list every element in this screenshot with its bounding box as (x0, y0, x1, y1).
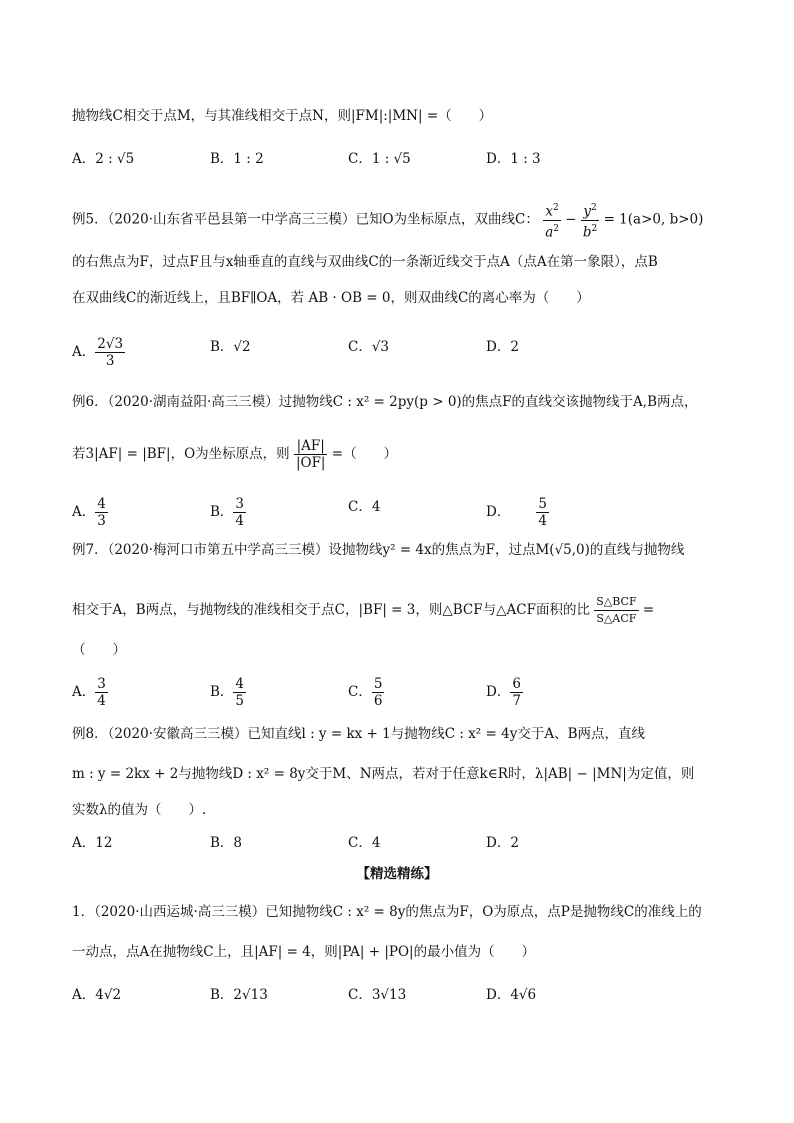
example-8-line-2: m : y = 2kx + 2与抛物线D : x² = 8y交于M、N两点，若对于任意k∈R时，λ|AB| − |MN|为定值，则 (72, 766, 695, 782)
example-7-line-3: （ ） (72, 642, 126, 658)
option-b: B．√2 (210, 339, 251, 355)
fraction: $\frac{6}{7}$ (512, 676, 521, 709)
option-a: A． $\frac{4}{3}$ (72, 496, 106, 529)
example-5-line-2: 的右焦点为F，过点F且与x轴垂直的直线与双曲线C的一条渐近线交于点A（点A在第一象限），点B (72, 254, 658, 270)
practice-1-line-1: 1．（2020·山西运城·高三三模）已知抛物线C : x² = 8y的焦点为F，O为原点，点P是抛物线C的准线上的 (72, 904, 702, 920)
fraction-af-of: $\frac{|AF|}{|OF|}$ (295, 438, 326, 471)
question-4-stem-continuation: 抛物线C相交于点M，与其准线相交于点N，则|FM|:|MN| =（ ） (72, 108, 493, 124)
example-6-question: =（ ） (331, 446, 398, 462)
question-8-options (72, 832, 732, 856)
fraction-area-ratio: $\frac{\text{S△BCF}}{\text{S△ACF}}$ (596, 595, 637, 625)
example-7-line-1: 例7．（2020·梅河口市第五中学高三三模）设抛物线y² = 4x的焦点为F，过点M(√5,0)的直线与抛物线 (72, 542, 685, 558)
section-heading: 【精选精练】 (356, 866, 438, 882)
question-4-options (72, 148, 732, 172)
option-c: C．4 (348, 835, 381, 851)
example-5-intro: 例5．（2020·山东省平邑县第一中学高三三模）已知O为坐标原点，双曲线C： (72, 211, 539, 228)
option-c: C．3√13 (348, 987, 407, 1003)
option-d: D． $\frac{6}{7}$ (486, 676, 521, 709)
option-a: A．12 (72, 835, 113, 851)
example-6-line-1: 例6．（2020·湖南益阳·高三三模）过抛物线C : x² = 2py(p > 0)的焦点F的直线交该抛物线于A,B两点， (72, 394, 698, 410)
option-d: D． $\frac{5}{4}$ (486, 496, 547, 529)
option-b: B．2√13 (210, 987, 268, 1003)
fraction: $\frac{4}{5}$ (235, 676, 245, 709)
example-8-line-3: 实数λ的值为（ ）. (72, 802, 207, 818)
option-b: B．1 : 2 (210, 151, 264, 167)
example-5-line-1: 例5．（2020·山东省平邑县第一中学高三三模）已知O为坐标原点，双曲线C： $\frac{x^2}{a^2}$ − $\frac{y^2}{b^2}$ = 1(a>0, b>0) (72, 200, 703, 240)
question-6-options (72, 496, 732, 529)
example-6-condition: 若3|AF| = |BF|，O为坐标原点，则 (72, 446, 290, 462)
example-7-line-2 (72, 594, 654, 627)
option-a: A．4√2 (72, 987, 122, 1003)
fraction-y2-b2: $\frac{y^2}{b^2}$ (581, 200, 599, 240)
option-c: C．1 : √5 (348, 151, 411, 167)
fraction: $\frac{2√3}{3}$ (97, 336, 124, 369)
option-b: B． $\frac{3}{4}$ (210, 496, 245, 529)
option-c: C．4 (348, 499, 381, 515)
example-6-line-2 (72, 438, 397, 471)
example-7-condition: 相交于A，B两点，与抛物线的准线相交于点C，|BF| = 3，则△BCF与△ACF面积的比 (72, 602, 590, 618)
option-d: D．2 (486, 339, 519, 355)
option-d: D．4√6 (486, 987, 537, 1003)
example-7-equals: = (642, 602, 655, 618)
fraction: $\frac{5}{4}$ (538, 496, 547, 529)
question-7-options (72, 676, 732, 709)
option-a: A． $\frac{3}{4}$ (72, 676, 106, 709)
option-b: B．8 (210, 835, 243, 851)
practice-1-options (72, 984, 732, 1008)
option-d: D．1 : 3 (486, 151, 541, 167)
fraction: $\frac{5}{6}$ (373, 676, 383, 709)
option-d: D．2 (486, 835, 519, 851)
example-8-line-1: 例8．（2020·安徽高三三模）已知直线l : y = kx + 1与抛物线C : x² = 4y交于A、B两点，直线 (72, 726, 645, 742)
fraction-x2-a2: $\frac{x^2}{a^2}$ (543, 200, 561, 240)
practice-1-line-2: 一动点，点A在抛物线C上，且|AF| = 4，则|PA| + |PO|的最小值为（ ） (72, 944, 536, 960)
option-a: A．2 : √5 (72, 151, 135, 167)
option-b: B． $\frac{4}{5}$ (210, 676, 245, 709)
example-5-condition: = 1(a>0, b>0) (603, 211, 704, 228)
option-a: A． $\frac{2√3}{3}$ (72, 336, 124, 369)
fraction: $\frac{4}{3}$ (97, 496, 106, 529)
fraction: $\frac{3}{4}$ (97, 676, 106, 709)
option-c: C．√3 (348, 339, 390, 355)
fraction: $\frac{3}{4}$ (235, 496, 245, 529)
example-5-line-3: 在双曲线C的渐近线上，且BF∥OA，若 AB · OB = 0，则双曲线C的离心率为（ ） (72, 290, 590, 306)
option-c: C． $\frac{5}{6}$ (348, 676, 383, 709)
question-5-options (72, 336, 732, 369)
